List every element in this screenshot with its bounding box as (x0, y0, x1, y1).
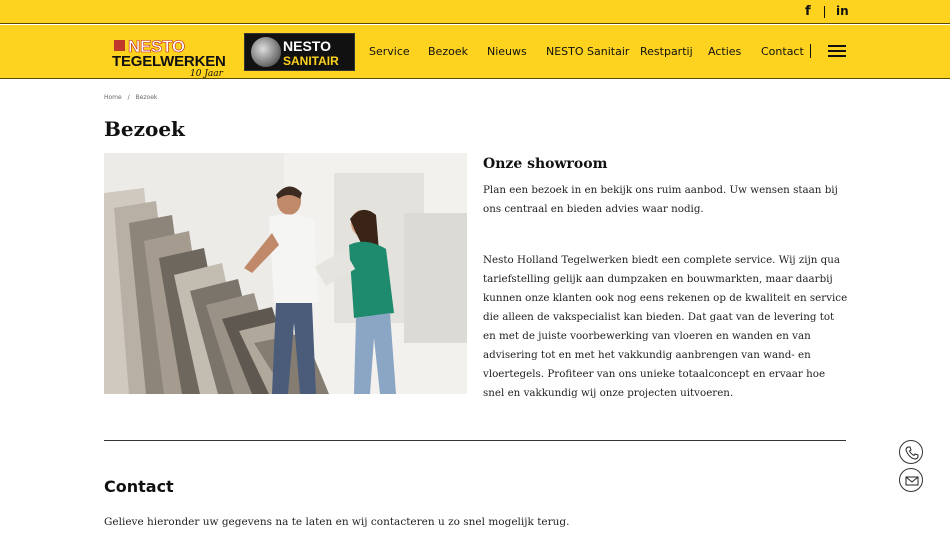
breadcrumb-current: Bezoek (135, 94, 158, 101)
facebook-icon[interactable]: f (805, 4, 811, 19)
mail-button[interactable] (899, 468, 923, 492)
main-header (0, 25, 950, 79)
phone-button[interactable] (899, 440, 923, 464)
linkedin-icon[interactable]: in (836, 4, 849, 18)
nav-nieuws[interactable]: Nieuws (487, 45, 527, 58)
hamburger-menu-icon[interactable] (828, 45, 846, 58)
social-divider (824, 6, 825, 18)
nav-bezoek[interactable]: Bezoek (428, 45, 468, 58)
nav-service[interactable]: Service (369, 45, 410, 58)
intro-paragraph: Plan een bezoek in en bekijk ons ruim aanbod. Uw wensen staan bij ons centraal en bieden advies waar nodig. (483, 184, 838, 215)
contact-title: Contact (104, 477, 174, 496)
service-paragraph: Nesto Holland Tegelwerken biedt een complete service. Wij zijn qua tariefstelling gelijk aan dumpzaken en bouwmarkten, maar daarbij kunnen onze klanten ook nog eens rekenen op de kwaliteit en service die alleen de vakspecialist kan bieden. Dat gaat van de levering tot en met de juiste voorbewerking van vloeren en wanden en van advisering tot en met het vakkundig aanbrengen van wand- en vloertegels. Profiteer van ons unieke totaalconcept en ervaar hoe snel en vakkundig wij onze projecten uitvoeren. (483, 254, 848, 399)
nav-nesto-sanitair[interactable]: NESTO Sanitair (546, 45, 630, 58)
logo-years: 10 Jaar (190, 69, 223, 79)
logo-mark-icon (114, 40, 125, 51)
top-bar (0, 0, 950, 24)
section-divider (104, 440, 846, 441)
showroom-photo (104, 153, 467, 394)
logo-line1: NESTO (128, 37, 185, 56)
breadcrumb-separator: / (127, 94, 130, 101)
section-title: Onze showroom (483, 156, 608, 172)
nesto-tegelwerken-logo[interactable] (112, 37, 236, 79)
sanitair-logo-line1: NESTO (283, 38, 331, 54)
breadcrumb (104, 94, 161, 101)
sanitair-emblem-icon (251, 37, 281, 67)
nav-acties[interactable]: Acties (708, 45, 742, 58)
nav-divider (810, 44, 811, 58)
phone-icon (905, 446, 919, 460)
contact-intro-text: Gelieve hieronder uw gegevens na te laten en wij contacteren u zo snel mogelijk terug. (104, 516, 570, 528)
logo-line2: TEGELWERKEN (112, 53, 226, 70)
mail-icon (905, 474, 919, 488)
sanitair-logo-line2: SANITAIR (283, 54, 339, 68)
breadcrumb-home[interactable]: Home (104, 94, 122, 101)
nav-contact[interactable]: Contact (761, 45, 804, 58)
page-title: Bezoek (104, 117, 185, 141)
nav-restpartij[interactable]: Restpartij (640, 45, 693, 58)
nesto-sanitair-logo[interactable] (244, 33, 355, 71)
